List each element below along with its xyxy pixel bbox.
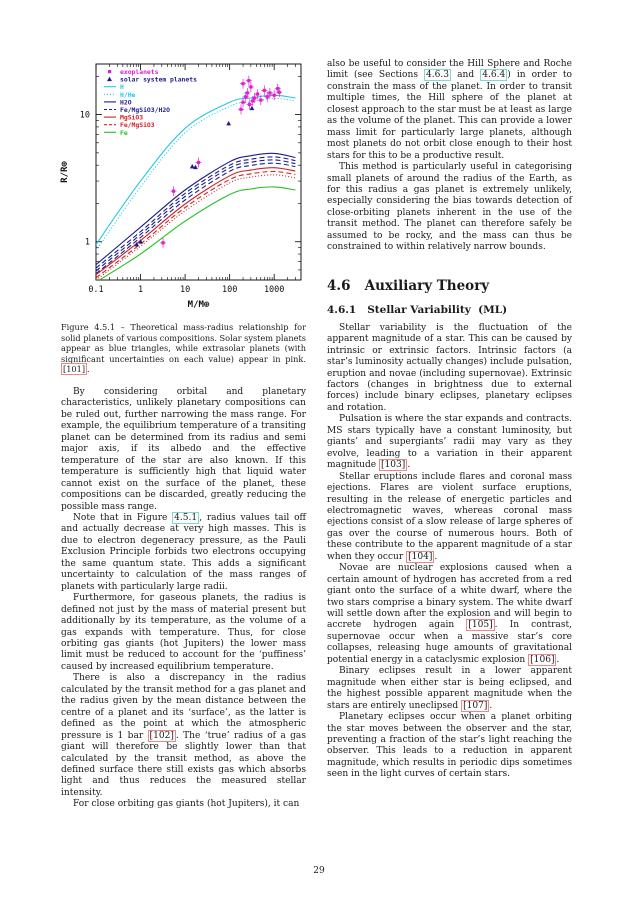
paragraph [327,472,572,564]
exoplanet-point [241,101,244,104]
paragraph-text: ) in order to constrain the mass of the planet. In order to transit multiple times, the Hill sphere of the planet at closest approach to the star must be at least as large as the volume of the planet. This can provide a lower mass limit for particularly large planets, although most planets do not orbit close enough to their host stars for this to be a productive result. [327,70,572,161]
exoplanet-point [263,89,266,92]
paragraph [327,59,572,162]
paragraph-text: . [556,654,560,665]
right-column [327,59,572,781]
paragraph-text: . [407,460,411,471]
exoplanet-point [172,190,175,193]
paragraph-text: also be useful to consider the Hill Sphere and Roche limit (see Sections [327,59,572,81]
paragraph [61,387,306,513]
caption-text: Figure 4.5.1 – Theoretical mass-radius relationship for solid planets of various compositions. Solar system planets appear as blue triangles, while extrasolar planets (with significant uncertainties on each value) appear in pink. [61,322,306,364]
exoplanet-point [259,99,262,102]
paragraph [61,513,306,593]
paragraph-text: Furthermore, for gaseous planets, the radius is defined not just by the mass of material present but additionally by its temperature, as the volume of a gas expands with temperature. Thus, for close orbiting gas giants (hot Jupiters) the lower mass limit must be reduced to account for the ‘puffiness’ caused by increased equilibrium temperature. [61,593,306,672]
exoplanet-point [244,95,247,98]
legend-marker [107,77,112,82]
section-title: Auxiliary Theory [364,277,490,294]
exoplanet-point [278,91,281,94]
exoplanet-point [276,87,279,90]
exoplanet-point [197,161,200,164]
y-axis-label: R/R⊕ [60,161,70,183]
exoplanet-point [246,91,249,94]
exoplanet-point [266,95,269,98]
exoplanet-point [239,108,242,111]
paragraph-text: Stellar eruptions include flares and coronal mass ejections. Flares are violent surface eruptions, resulting in the release of energetic particles and electromagnetic waves, whereas coronal mass ejections consist of a slow release of large spheres of gas over the course of numerous hours. Both of these contribute to the apparent magnitude of a star when they occur [327,471,572,562]
paragraph-text: By considering orbital and planetary characteristics, unlikely planetary compositions can be ruled out, further narrowing the mass range. For example, the equilibrium temperature of a transiting planet can be determined from its radius and semi major axis, if its albedo and the effective temperature of the star are also known. If this temperature is sufficiently high that liquid water cannot exist on the surface of the planet, these compositions can be discarded, greatly reducing the possible mass range. [61,387,306,512]
exoplanet-point [256,92,259,95]
exoplanet-point [273,94,276,97]
legend-label: Fe/MgSiO3/H2O [120,106,171,114]
exoplanet-point [161,241,164,244]
paragraph-text: . [489,700,493,711]
citation-link[interactable]: [104] [408,551,433,562]
x-tick-label: 10 [179,285,191,295]
paragraph [61,593,306,673]
legend-label: exoplanets [120,68,159,76]
x-tick-label: 0.1 [88,285,104,295]
paragraph-text: Binary eclipses result in a lower apparent magnitude when either star is being eclipsed, and the highest possible apparent magnitude when the stars are entirely uneclipsed [327,666,572,711]
solar-planet-point [226,121,231,125]
exoplanet-point [251,99,254,102]
exoplanet-point [248,103,251,106]
y-tick-label: 1 [84,237,90,248]
series-line [96,160,295,271]
paragraph-text: . [434,551,438,562]
citation-link[interactable]: [106] [530,654,555,665]
subsection-number: 4.6.1 [327,303,357,316]
legend-label: Fe/MgSiO3 [120,121,155,130]
author-tag: (ML) [478,303,508,316]
legend-label: H [120,83,124,92]
page-number: 29 [313,866,325,876]
paragraph [327,666,572,712]
legend-label: H/He [120,90,136,99]
legend-label: solar system planets [120,75,197,84]
paragraph-text: . The ‘true’ radius of a gas giant will therefore be slightly lower than that calculated by the transit method, as above the defined surface there still exists gas which absorbs light and thus reduces the measured stellar intensity. [61,730,306,798]
section-ref-link[interactable]: 4.6.3 [426,70,450,81]
y-tick-label: 10 [79,110,90,121]
section-heading [327,278,572,294]
solar-planet-point [250,106,255,110]
exoplanet-point [241,82,244,85]
series-line [96,168,295,275]
exoplanet-point [268,91,271,94]
citation-link[interactable]: [103] [380,460,406,471]
x-axis-label: M/M⊕ [187,300,210,310]
chart-legend [104,68,197,137]
citation-link[interactable]: [105] [468,620,493,631]
paragraph-text: Novae are nuclear explosions caused when a certain amount of hydrogen has accreted from a red giant onto the surface of a white dwarf, where the two stars comprise a binary system. The white dwarf will settle down after the explosion and will begin to accrete hydrogen again [327,563,572,631]
paragraph [327,323,572,415]
paragraph-text: and [451,70,481,81]
paragraph-text: Note that in Figure [73,512,168,523]
x-tick-label: 1 [137,285,144,295]
paragraph-text: For close orbiting gas giants (hot Jupiters), it can [73,799,300,810]
legend-marker [108,70,111,73]
citation-link[interactable]: [102] [149,730,174,741]
paragraph-text: . In contrast, supernovae occur when a massive star’s core collapses, releasing huge amounts of gravitational potential energy in a cataclysmic explosion [327,620,572,665]
paragraph [327,414,572,471]
legend-label: MgSiO3 [120,113,144,122]
subsection-heading [327,304,572,316]
section-ref-link[interactable]: 4.6.4 [482,70,506,81]
paragraph-text: Planetary eclipses occur when a planet orbiting the star moves between the observer and the star, preventing a fraction of the star’s light reaching the observer. This leads to a reduction in apparent magnitude, which results in periodic dips sometimes seen in the light curves of certain stars. [327,712,572,780]
series-line [96,163,295,274]
exoplanet-point [249,85,252,88]
plot-area [60,64,301,310]
paragraph [327,563,572,666]
caption-end: . [87,364,90,375]
paragraph [327,712,572,781]
caption-citation-link[interactable]: [101] [63,364,86,375]
paragraph-text: , radius values tail off and actually decrease at very high masses. This is due to electron degeneracy pressure, as the Pauli Exclusion Principle forbids two electrons occupying the same quantum state. This adds a significant uncertainty to calculation of the mass ranges of planets with particularly large radii. [61,512,306,592]
paragraph [61,673,306,799]
series-line [100,187,296,280]
left-body [61,387,306,811]
x-tick-label: 100 [221,285,238,295]
mass-radius-chart [51,56,311,321]
exoplanet-point [253,96,256,99]
paragraph-text: Pulsation is where the star expands and contracts. MS stars typically have a constant luminosity, but giants’ and supergiants’ radii may vary as they evolve, leading to a variation in their apparent magnitude [327,414,572,471]
paragraph-text: Stellar variability is the fluctuation of the apparent magnitude of a star. This can be caused by intrinsic or extrinsic factors. Intrinsic factors (a star’s luminosity actually changes) include pulsation, eruption and novae (including supernovae). Extrinsic factors (changes in brightness due to external forces) include binary eclipses, planetary eclipses and rotation. [327,322,572,413]
paragraph [61,799,306,810]
paragraph [327,162,572,254]
legend-label: Fe [120,128,128,137]
figure-ref-link[interactable]: 4.5.1 [174,512,198,523]
series-line [96,153,295,264]
exoplanet-point [247,79,250,82]
subsection-title: Stellar Variability [367,303,471,316]
paragraph-text: This method is particularly useful in categorising small planets of around the radius of the Earth, as for this radius a gas planet is extremely unlikely, especially considering the bias towards detection of close-orbiting planets inherent in the use of the transit method. The planet can therefore safely be assumed to be rocky, and the mass can thus be constrained to within relatively narrow bounds. [327,162,572,253]
citation-link[interactable]: [107] [463,700,488,711]
paragraph-text: There is also a discrepancy in the radius calculated by the transit method for a gas planet and the radius given by the mean distance between the centre of a planet and its ‘surface’, as the latter is defined as the point at which the atmospheric pressure is 1 bar [61,673,306,741]
x-tick-label: 1000 [263,285,285,295]
legend-label: H2O [120,98,132,107]
figure-caption [61,322,306,375]
section-number: 4.6 [327,277,351,294]
